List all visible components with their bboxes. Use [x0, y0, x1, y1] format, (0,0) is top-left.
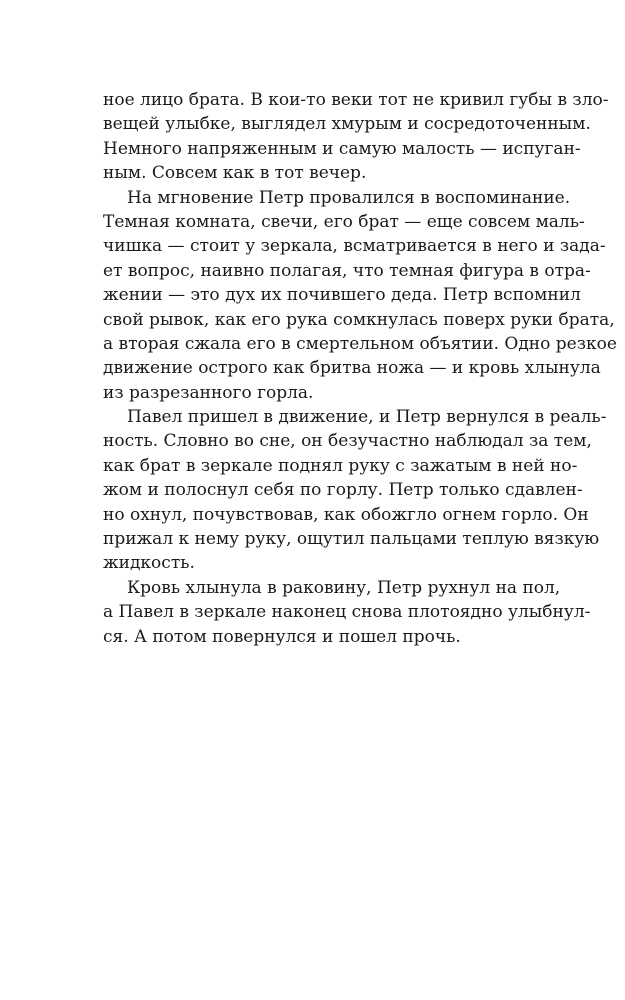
- text-line: Темная комната, свечи, его брат — еще совсем маль-: [103, 211, 585, 232]
- text-line: Кровь хлынула в раковину, Петр рухнул на пол,: [127, 577, 561, 598]
- text-line: вещей улыбке, выглядел хмурым и сосредоточенным.: [103, 114, 591, 135]
- paragraph: [103, 186, 617, 406]
- text-line: а Павел в зеркале наконец снова плотоядно улыбнул-: [103, 602, 591, 623]
- book-page-text: [103, 88, 617, 649]
- text-line: ся. А потом повернулся и пошел прочь.: [103, 626, 461, 647]
- text-line: жении — это дух их почившего деда. Петр вспомнил: [103, 285, 581, 306]
- text-line: жом и полоснул себя по горлу. Петр только сдавлен-: [103, 480, 583, 501]
- text-line: свой рывок, как его рука сомкнулась поверх руки брата,: [103, 309, 615, 330]
- text-line: чишка — стоит у зеркала, всматривается в него и зада-: [103, 236, 606, 257]
- text-line: прижал к нему руку, ощутил пальцами теплую вязкую: [103, 529, 600, 550]
- text-line: ным. Совсем как в тот вечер.: [103, 163, 367, 184]
- text-line: жидкость.: [103, 553, 195, 574]
- paragraph: [103, 576, 591, 649]
- paragraph: [103, 405, 607, 576]
- paragraph: [103, 88, 609, 186]
- text-line: Павел пришел в движение, и Петр вернулся в реаль-: [127, 407, 607, 428]
- text-line: из разрезанного горла.: [103, 382, 314, 403]
- text-line: На мгновение Петр провалился в воспоминание.: [127, 187, 571, 208]
- text-line: а вторая сжала его в смертельном объятии. Одно резкое: [103, 333, 617, 354]
- text-line: движение острого как бритва ножа — и кровь хлынула: [103, 358, 601, 379]
- text-line: ное лицо брата. В кои-то веки тот не кривил губы в зло-: [103, 90, 609, 110]
- text-line: Немного напряженным и самую малость — испуган-: [103, 138, 581, 159]
- text-line: ет вопрос, наивно полагая, что темная фигура в отра-: [103, 260, 591, 281]
- text-line: но охнул, почувствовав, как обожгло огнем горло. Он: [103, 504, 589, 525]
- text-line: как брат в зеркале поднял руку с зажатым в ней но-: [103, 455, 578, 476]
- text-line: ность. Словно во сне, он безучастно наблюдал за тем,: [103, 431, 592, 452]
